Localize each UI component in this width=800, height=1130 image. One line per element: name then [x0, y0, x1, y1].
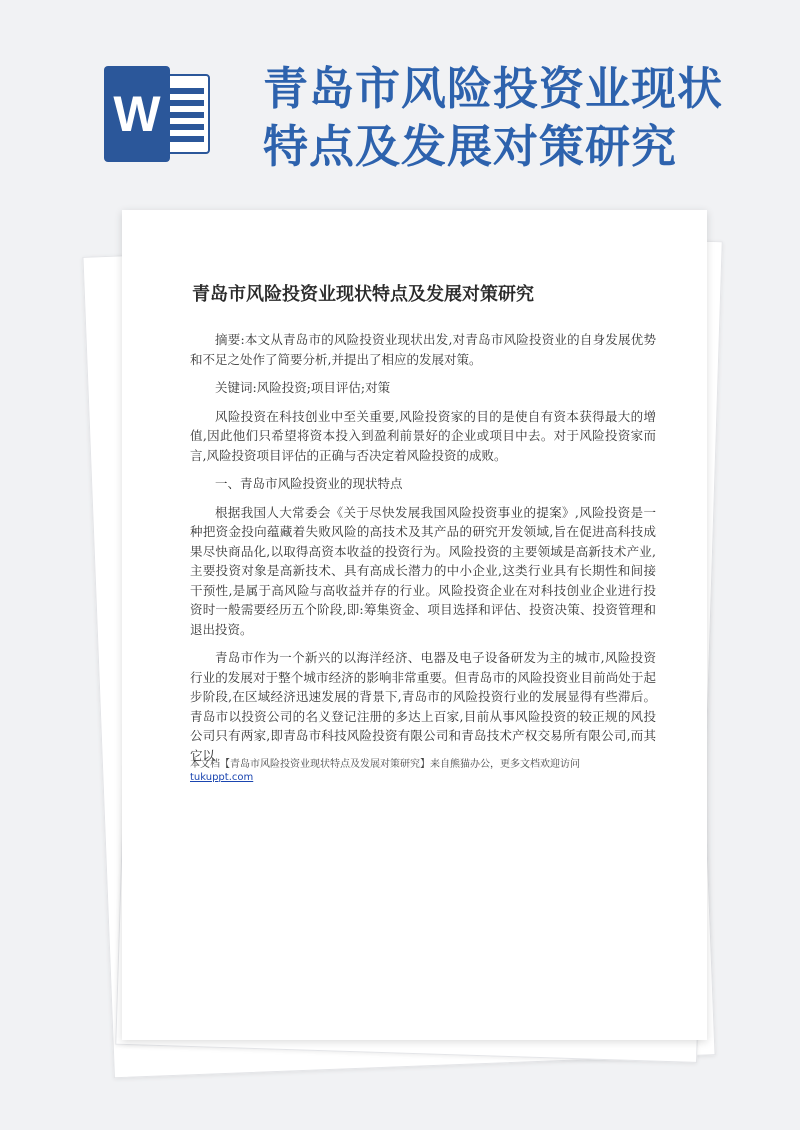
abstract-paragraph: 摘要:本文从青岛市的风险投资业现状出发,对青岛市风险投资业的自身发展优势和不足之处作了简要分析,并提出了相应的发展对策。	[190, 332, 656, 367]
word-logo-letter: W	[104, 66, 170, 162]
page-title-line-1: 青岛市风险投资业现状	[263, 62, 724, 115]
document-body	[190, 330, 656, 774]
text-line-icon	[168, 136, 204, 142]
text-line-icon	[168, 112, 204, 118]
text-line-icon	[168, 88, 204, 94]
body-paragraph: 青岛市作为一个新兴的以海洋经济、电器及电子设备研发为主的城市,风险投资行业的发展对于整个城市经济的影响非常重要。但青岛市的风险投资业目前尚处于起步阶段,在区域经济迅速发展的背景下,青岛市的风险投资行业的发展显得有些滞后。青岛市以投资公司的名义登记注册的多达上百家,目前从事风险投资的较正规的风投公司只有两家,即青岛市科技风险投资有限公司和青岛技术产权交易所有限公司,而其它以	[190, 650, 656, 763]
word-document-icon	[104, 66, 222, 162]
body-paragraph: 根据我国人大常委会《关于尽快发展我国风险投资事业的提案》,风险投资是一种把资金投向蕴藏着失败风险的高技术及其产品的研究开发领域,旨在促进高科技成果尽快商品化,以取得高资本收益的投资行为。风险投资的主要领域是高新技术产业,主要投资对象是高新技术、具有高成长潜力的中小企业,这类行业具有长期性和间接干预性,是属于高风险与高收益并存的行业。风险投资企业在对科技创业企业进行投资时一般需要经历五个阶段,即:筹集资金、项目选择和评估、投资决策、投资管理和退出投资。	[190, 504, 656, 637]
text-line-icon	[168, 124, 204, 130]
page-title-line-2: 特点及发展对策研究	[263, 120, 678, 173]
document-title: 青岛市风险投资业现状特点及发展对策研究	[192, 284, 534, 305]
keywords-paragraph: 关键词:风险投资;项目评估;对策	[215, 380, 391, 395]
page-title	[263, 60, 763, 176]
header	[0, 0, 800, 200]
document-footer	[190, 758, 660, 784]
section-heading: 一、青岛市风险投资业的现状特点	[215, 476, 403, 491]
document-page	[122, 210, 707, 1040]
body-paragraph: 风险投资在科技创业中至关重要,风险投资家的目的是使自有资本获得最大的增值,因此他们只希望将资本投入到盈利前景好的企业或项目中去。对于风险投资家而言,风险投资项目评估的正确与否决定着风险投资的成败。	[190, 408, 656, 463]
footer-text: 本文档【青岛市风险投资业现状特点及发展对策研究】来自熊猫办公，更多文档欢迎访问	[190, 759, 580, 770]
footer-link[interactable]: tukuppt.com	[190, 772, 254, 783]
text-line-icon	[168, 100, 204, 106]
